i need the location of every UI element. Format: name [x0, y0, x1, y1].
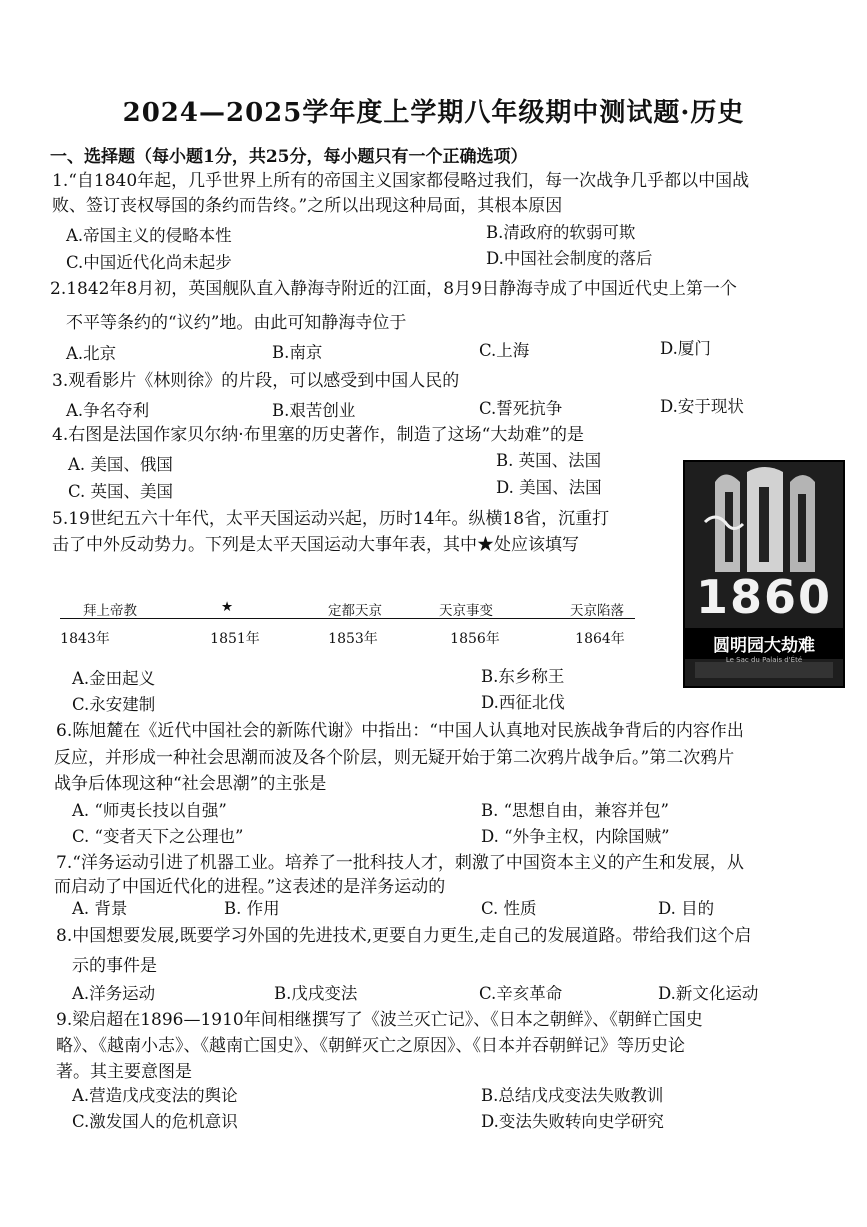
q1-option-a: A.帝国主义的侵略本性 [66, 226, 232, 245]
q6-option-d: D. “外争主权，内除国贼” [481, 827, 670, 846]
q5-stem-line1: 5.19世纪五六十年代，太平天国运动兴起，历时14年。纵横18省，沉重打 [52, 509, 610, 529]
timeline-event: 拜上帝教 [83, 603, 137, 619]
book-cover-image [683, 460, 845, 688]
q7-stem-line1: 7.“洋务运动引进了机器工业。培养了一批科技人才，刺激了中国资本主义的产生和发展，从 [56, 853, 744, 873]
q6-stem-line1: 6.陈旭麓在《近代中国社会的新陈代谢》中指出：“中国人认真地对民族战争背后的内容作出 [56, 721, 744, 741]
timeline-event-star: ★ [220, 599, 234, 615]
q2-option-d: D.厦门 [660, 339, 711, 358]
q4-option-b: B. 英国、法国 [496, 451, 602, 470]
q9-option-a: A.营造戊戌变法的舆论 [72, 1086, 238, 1105]
q9-option-b: B.总结戊戌变法失败教训 [481, 1086, 664, 1105]
q8-option-c: C.辛亥革命 [479, 984, 563, 1003]
timeline-year: 1851年 [210, 631, 260, 647]
q1-option-b: B.清政府的软弱可欺 [486, 223, 636, 242]
q4-option-c: C. 英国、美国 [68, 482, 174, 501]
q7-option-b: B. 作用 [224, 899, 280, 918]
section-heading: 一、选择题（每小题1分，共25分，每小题只有一个正确选项） [50, 147, 528, 167]
poster-year: 1860 [695, 570, 833, 624]
q1-option-d: D.中国社会制度的落后 [486, 249, 653, 268]
q3-option-d: D.安于现状 [660, 397, 744, 416]
q8-stem-line2: 示的事件是 [72, 956, 157, 976]
q8-option-d: D.新文化运动 [658, 984, 759, 1003]
taiping-timeline [60, 596, 640, 646]
timeline-year: 1843年 [60, 631, 110, 647]
q7-option-a: A. 背景 [72, 899, 128, 918]
q4-option-a: A. 美国、俄国 [68, 455, 173, 474]
q2-stem-line1: 2.1842年8月初，英国舰队直入静海寺附近的江面，8月9日静海寺成了中国近代史上第一个 [50, 279, 737, 299]
q8-stem-line1: 8.中国想要发展,既要学习外国的先进技术,更要自力更生,走自己的发展道路。带给我们这个启 [56, 926, 752, 946]
q9-option-c: C.激发国人的危机意识 [72, 1112, 238, 1131]
q2-stem-line2: 不平等条约的“议约”地。由此可知静海寺位于 [66, 313, 407, 333]
q6-option-c: C. “变者天下之公理也” [72, 827, 244, 846]
q5-stem-line2: 击了中外反动势力。下列是太平天国运动大事年表，其中★处应该填写 [52, 535, 579, 555]
q4-stem: 4.右图是法国作家贝尔纳·布里塞的历史著作，制造了这场“大劫难”的是 [52, 425, 585, 445]
q3-stem: 3.观看影片《林则徐》的片段，可以感受到中国人民的 [52, 371, 460, 391]
q1-stem-line2: 败、签订丧权辱国的条约而告终。”之所以出现这种局面，其根本原因 [52, 196, 563, 216]
q6-option-b: B. “思想自由，兼容并包” [481, 801, 669, 820]
q5-option-b: B.东乡称王 [481, 667, 565, 686]
q3-option-c: C.誓死抗争 [479, 399, 563, 418]
q6-stem-line2: 反应，并形成一种社会思潮而波及各个阶层，则无疑开始于第二次鸦片战争后。”第二次鸦片 [54, 748, 735, 768]
q9-stem-line2: 略》、《越南小志》、《越南亡国史》、《朝鲜灭亡之原因》、《日本并吞朝鲜记》等历史论 [56, 1036, 685, 1056]
timeline-event: 定都天京 [328, 603, 382, 619]
q3-option-a: A.争名夺利 [66, 401, 150, 420]
q9-option-d: D.变法失败转向史学研究 [481, 1112, 664, 1131]
q9-stem-line3: 著。其主要意图是 [56, 1062, 192, 1082]
q8-option-a: A.洋务运动 [72, 984, 156, 1003]
q7-option-c: C. 性质 [481, 899, 537, 918]
q6-option-a: A. “师夷长技以自强” [72, 801, 227, 820]
q9-stem-line1: 9.梁启超在1896—1910年间相继撰写了《波兰灭亡记》、《日本之朝鲜》、《朝鲜亡国史 [56, 1010, 703, 1030]
timeline-year: 1856年 [450, 631, 500, 647]
timeline-event: 天京陷落 [570, 603, 624, 619]
q7-stem-line2: 而启动了中国近代化的进程。”这表述的是洋务运动的 [54, 877, 446, 897]
exam-title: 2024—2025学年度上学期八年级期中测试题·历史 [122, 98, 745, 128]
q2-option-c: C.上海 [479, 341, 530, 360]
q5-option-c: C.永安建制 [72, 695, 156, 714]
q6-stem-line3: 战争后体现这种“社会思潮”的主张是 [54, 774, 327, 794]
poster-caption: 圆明园大劫难 [685, 628, 843, 659]
q1-stem-line1: 1.“自1840年起，几乎世界上所有的帝国主义国家都侵略过我们，每一次战争几乎都以中国战 [52, 171, 750, 191]
q2-option-b: B.南京 [272, 343, 323, 362]
timeline-event: 天京事变 [439, 603, 493, 619]
q3-option-b: B.艰苦创业 [272, 401, 356, 420]
q1-option-c: C.中国近代化尚未起步 [66, 253, 232, 272]
q8-option-b: B.戊戌变法 [274, 984, 358, 1003]
timeline-year: 1853年 [328, 631, 378, 647]
q2-option-a: A.北京 [66, 344, 117, 363]
q4-option-d: D. 美国、法国 [496, 478, 602, 497]
q7-option-d: D. 目的 [658, 899, 715, 918]
timeline-year: 1864年 [575, 631, 625, 647]
q5-option-d: D.西征北伐 [481, 693, 565, 712]
poster-subtitle: Le Sac du Palais d'Été [725, 656, 803, 664]
q5-option-a: A.金田起义 [72, 669, 156, 688]
